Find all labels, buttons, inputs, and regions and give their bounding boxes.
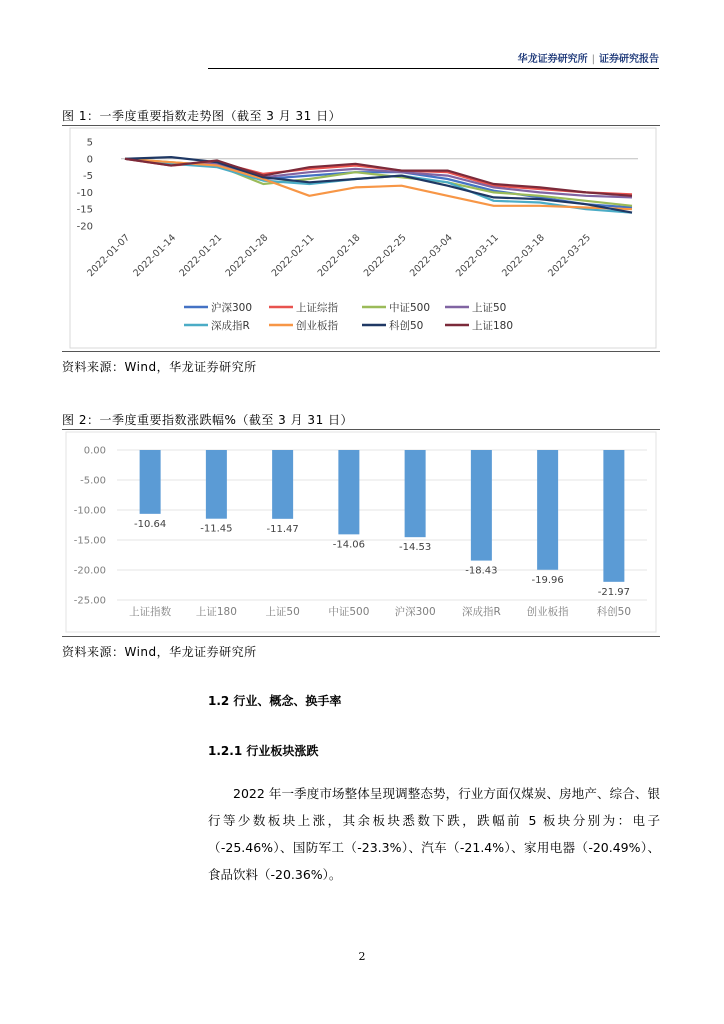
chart2-value-label: -11.47 <box>266 523 299 535</box>
figure1-bottom-rule <box>62 351 660 352</box>
chart1-legend-label: 上证180 <box>472 320 514 332</box>
chart2-bar <box>471 450 492 561</box>
chart1-xtick-label: 2022-01-21 <box>177 232 225 280</box>
figure1-title: 图 1：一季度重要指数走势图（截至 3 月 31 日） <box>62 109 342 123</box>
figure2-bar-chart <box>62 430 660 635</box>
header-separator: | <box>591 54 595 65</box>
chart1-ytick-label: 0 <box>86 154 93 166</box>
chart2-bar <box>206 450 227 519</box>
figure1-line-chart <box>62 126 660 350</box>
chart2-ytick-label: 0.00 <box>83 445 106 457</box>
chart2-value-label: -11.45 <box>200 523 233 535</box>
chart2-bar <box>405 450 426 537</box>
page-number: 2 <box>358 950 366 963</box>
chart1-ytick-label: -15 <box>76 204 93 216</box>
chart2-ytick-label: -25.00 <box>73 595 106 607</box>
chart1-xtick-label: 2022-01-07 <box>85 232 133 280</box>
figure2-title: 图 2：一季度重要指数涨跌幅%（截至 3 月 31 日） <box>62 413 354 427</box>
figure2-source: 资料来源：Wind，华龙证券研究所 <box>62 645 257 659</box>
chart2-ytick-label: -15.00 <box>73 535 106 547</box>
chart1-xtick-label: 2022-03-25 <box>546 232 594 280</box>
header-type: 证券研究报告 <box>599 54 659 65</box>
chart2-value-label: -14.06 <box>332 539 365 551</box>
chart1-legend-label: 创业板指 <box>296 320 338 332</box>
chart2-bar <box>272 450 293 519</box>
section-heading: 1.2 行业、概念、换手率 <box>208 694 342 708</box>
figure1-source: 资料来源：Wind，华龙证券研究所 <box>62 360 257 374</box>
chart1-ytick-label: -20 <box>76 221 93 233</box>
header-rule <box>208 68 659 69</box>
chart1-xtick-label: 2022-01-28 <box>223 232 271 280</box>
chart2-category-label: 科创50 <box>596 606 632 618</box>
subsection-heading: 1.2.1 行业板块涨跌 <box>208 744 319 758</box>
chart2-value-label: -18.43 <box>465 565 498 577</box>
report-header <box>208 50 659 66</box>
chart1-xtick-label: 2022-03-18 <box>500 232 547 280</box>
chart2-category-label: 深成指R <box>461 606 501 618</box>
chart2-ytick-label: -20.00 <box>73 565 106 577</box>
chart1-legend-label: 深成指R <box>211 320 250 332</box>
chart2-bar <box>338 450 359 534</box>
chart1-xtick-label: 2022-02-18 <box>315 232 363 280</box>
chart1-legend-label: 上证综指 <box>296 302 338 314</box>
header-org: 华龙证券研究所 <box>517 54 588 65</box>
chart1-ytick-label: -10 <box>76 187 93 199</box>
body-paragraph <box>208 780 660 888</box>
chart2-ytick-label: -5.00 <box>80 475 106 487</box>
chart2-bar <box>140 450 161 514</box>
chart2-value-label: -21.97 <box>597 586 630 598</box>
chart2-bar <box>603 450 624 582</box>
chart2-value-label: -14.53 <box>399 542 432 554</box>
chart2-category-label: 上证180 <box>195 606 237 618</box>
chart1-xtick-label: 2022-02-25 <box>361 232 409 280</box>
chart1-xtick-label: 2022-03-04 <box>407 232 455 280</box>
chart2-category-label: 上证50 <box>265 606 300 618</box>
paragraph-text: 2022 年一季度市场整体呈现调整态势，行业方面仅煤炭、房地产、综合、银行等少数板块上涨，其余板块悉数下跌，跌幅前 5 板块分别为：电子（-25.46%）、国防军工（-23.3%）、汽车（-21.4%）、家用电器（-20.49%）、食品饮料（-20.36%）。 <box>208 786 660 882</box>
chart2-value-label: -19.96 <box>531 574 564 586</box>
chart2-value-label: -10.64 <box>134 518 167 530</box>
figure2-bottom-rule <box>62 636 660 637</box>
chart2-category-label: 沪深300 <box>394 606 436 618</box>
chart2-category-label: 上证指数 <box>129 606 172 618</box>
chart1-legend-label: 上证50 <box>472 302 507 314</box>
chart1-xtick-label: 2022-01-14 <box>131 232 179 280</box>
chart1-ytick-label: -5 <box>83 171 93 183</box>
chart1-xtick-label: 2022-02-11 <box>269 232 317 280</box>
chart2-bar <box>537 450 558 570</box>
chart1-legend-label: 沪深300 <box>211 302 253 314</box>
chart1-xtick-label: 2022-03-11 <box>454 232 501 280</box>
chart2-category-label: 创业板指 <box>526 606 569 618</box>
chart1-ytick-label: 5 <box>86 137 93 149</box>
chart1-legend-label: 中证500 <box>389 302 431 314</box>
chart1-legend-label: 科创50 <box>389 320 424 332</box>
chart2-category-label: 中证500 <box>328 606 370 618</box>
chart2-ytick-label: -10.00 <box>73 505 106 517</box>
